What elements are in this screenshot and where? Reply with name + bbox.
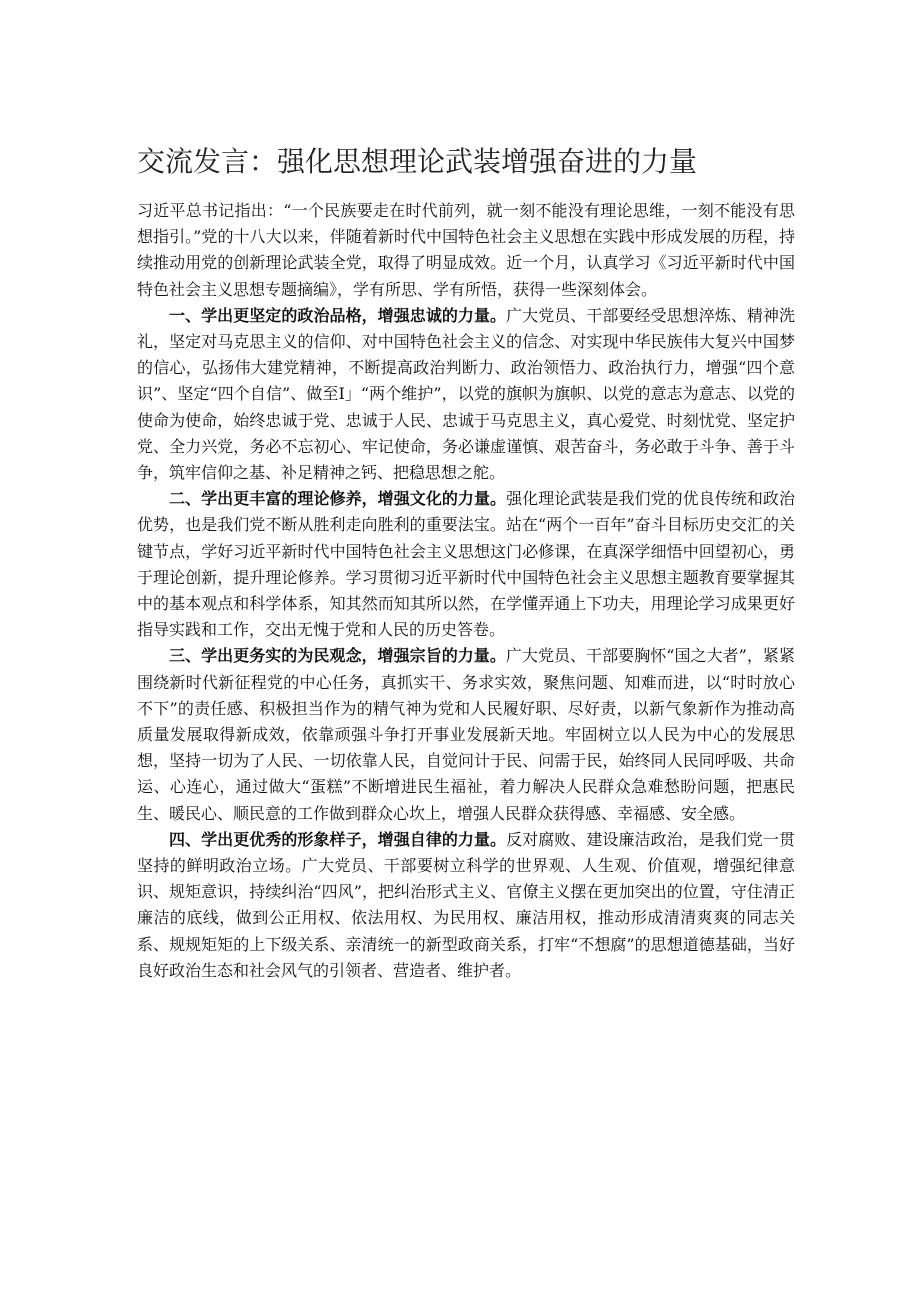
- section-text-1: 广大党员、干部要经受思想淬炼、精神洗礼，坚定对马克思主义的信仰、对中国特色社会主义的信念、对实现中华民族伟大复兴中国梦的信心，弘扬伟大建党精神，不断提高政治判断力、政治领悟力、政治执行力，增强“四个意识”、坚定“四个自信”、做至Ⅰ」“两个维护”，以党的旗帜为旗帜、以党的意志为意志、以党的使命为使命，始终忠诚于党、忠诚于人民、忠诚于马克思主义，真心爱党、时刻忧党、坚定护党、全力兴党，务必不忘初心、牢记使命，务必谦虚谨慎、艰苦奋斗，务必敢于斗争、善于斗争，筑牢信仰之基、补足精神之钙、把稳思想之舵。: [137, 305, 795, 483]
- intro-paragraph: 习近平总书记指出：“一个民族要走在时代前列，就一刻不能没有理论思维，一刻不能没有思想指引。”党的十八大以来，伴随着新时代中国特色社会主义思想在实践中形成发展的历程，持续推动用党的创新理论武装全党，取得了明显成效。近一个月，认真学习《习近平新时代中国特色社会主义思想专题摘编》，学有所思、学有所悟，获得一些深刻体会。: [137, 201, 795, 299]
- section-paragraph-2: [137, 486, 795, 643]
- section-paragraph-3: [137, 643, 795, 826]
- section-heading-3: 三、学出更务实的为民观念，增强宗旨的力量。: [169, 646, 506, 666]
- section-heading-2: 二、学出更丰富的理论修养，增强文化的力量。: [169, 489, 507, 509]
- section-text-3: 广大党员、干部要胸怀“国之大者”，紧紧围绕新时代新征程党的中心任务，真抓实干、务求实效，聚焦问题、知难而进，以“时时放心不下”的责任感、积极担当作为的精气神为党和人民履好职、尽好责，以新气象新作为推动高质量发展取得新成效，依靠顽强斗争打开事业发展新天地。牢固树立以人民为中心的发展思想，坚持一切为了人民、一切依靠人民，自觉问计于民、问需于民，始终同人民同呼吸、共命运、心连心，通过做大“蛋糕”不断增进民生福祉，着力解决人民群众急难愁盼问题，把惠民生、暖民心、顺民意的工作做到群众心坎上，增强人民群众获得感、幸福感、安全感。: [137, 646, 795, 823]
- document-body: [137, 198, 795, 984]
- section-text-2: 强化理论武装是我们党的优良传统和政治优势，也是我们党不断从胜利走向胜利的重要法宝。站在“两个一百年”奋斗目标历史交汇的关键节点，学好习近平新时代中国特色社会主义思想这门必修课，在真深学细悟中回望初心，勇于理论创新，提升理论修养。学习贯彻习近平新时代中国特色社会主义思想主题教育要掌握其中的基本观点和科学体系，知其然而知其所以然，在学懂弄通上下功夫，用理论学习成果更好指导实践和工作，交出无愧于党和人民的历史答卷。: [137, 489, 795, 640]
- section-heading-4: 四、学出更优秀的形象样子，增强自律的力量。: [169, 829, 507, 849]
- section-text-4: 反对腐败、建设廉洁政治，是我们党一贯坚持的鲜明政治立场。广大党员、干部要树立科学的世界观、人生观、价值观，增强纪律意识、规矩意识，持续纠治“四风”，把纠治形式主义、官僚主义摆在更加突出的位置，守住清正廉洁的底线，做到公正用权、依法用权、为民用权、廉洁用权，推动形成清清爽爽的同志关系、规规矩矩的上下级关系、亲清统一的新型政商关系，打牢“不想腐”的思想道德基础，当好良好政治生态和社会风气的引领者、营造者、维护者。: [137, 829, 795, 980]
- section-paragraph-4: [137, 827, 795, 984]
- document-title: 交流发言：强化思想理论武装增强奋进的力量: [137, 145, 698, 178]
- section-paragraph-1: [137, 303, 795, 486]
- section-heading-1: 一、学出更坚定的政治品格，增强忠诚的力量。: [169, 305, 507, 325]
